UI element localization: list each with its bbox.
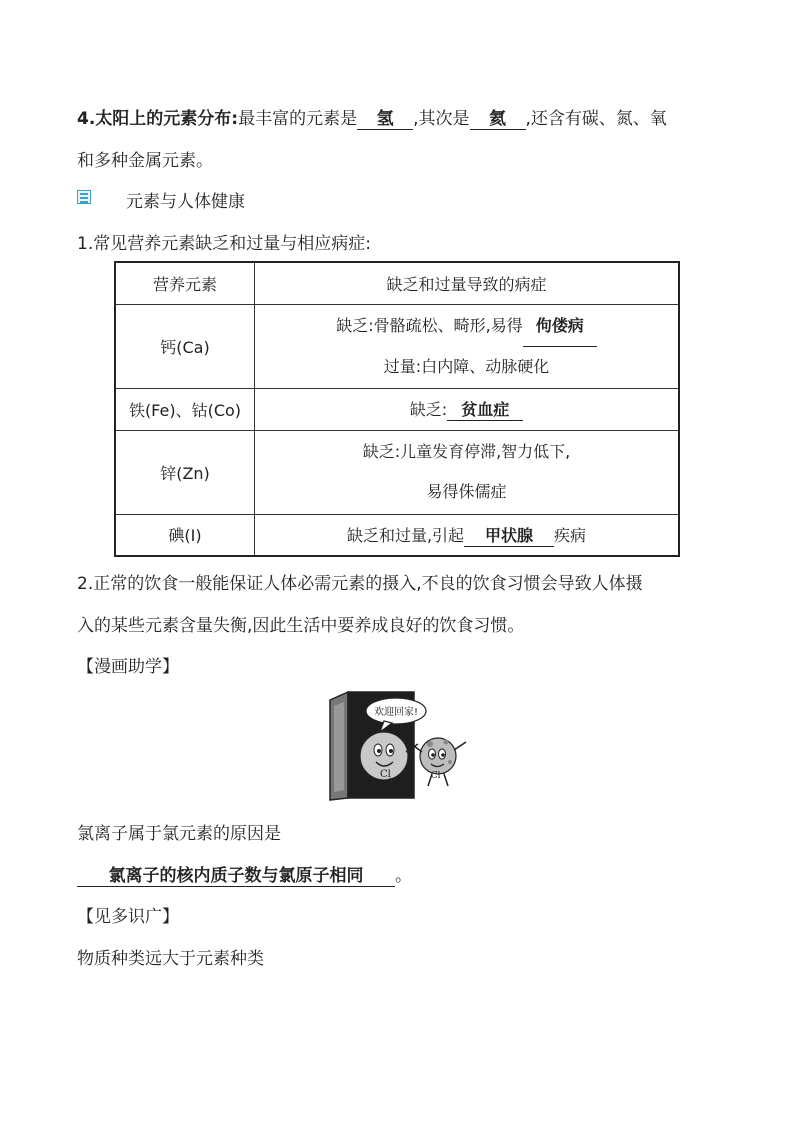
cell-fe-co: 铁(Fe)、钴(Co)	[115, 388, 255, 430]
table-row	[115, 304, 679, 388]
answer-anemia: 贫血症	[447, 397, 523, 421]
question-answer-line: 氯离子的核内质子数与氯原子相同 。	[77, 861, 412, 887]
item2-line1: 2.正常的饮食一般能保证人体必需元素的摄入,不良的饮食习惯会导致人体摄	[77, 574, 643, 594]
answer-rickets: 佝偻病	[523, 306, 597, 347]
speech-bubble: 欢迎回家!	[373, 707, 419, 718]
item4-lead: 4.太阳上的元素分布:	[77, 109, 239, 129]
cell-ca: 钙(Ca)	[115, 304, 255, 388]
list-icon	[77, 190, 91, 204]
comic-illustration	[326, 690, 472, 802]
item2-line2: 入的某些元素含量失衡,因此生活中要养成良好的饮食习惯。	[77, 616, 525, 636]
ion-label: Cl⁻	[430, 771, 446, 781]
cell-zn: 锌(Zn)	[115, 430, 255, 514]
nutrient-table	[114, 261, 680, 557]
atom-label: Cl	[380, 769, 391, 780]
table-row	[115, 514, 679, 556]
section-title: 元素与人体健康	[126, 192, 245, 212]
answer-chloride-reason: 氯离子的核内质子数与氯原子相同	[77, 861, 395, 887]
cell-iodine: 碘(I)	[115, 514, 255, 556]
header-disease: 缺乏和过量导致的病症	[255, 262, 680, 304]
comic-heading: 【漫画助学】	[77, 657, 179, 677]
cell-fe-disease: 缺乏: 贫血症	[255, 388, 680, 430]
answer-thyroid: 甲状腺	[464, 523, 554, 547]
item4-text2: ,其次是	[413, 109, 470, 129]
item4-text1: 最丰富的元素是	[238, 109, 358, 129]
table-row	[115, 430, 679, 514]
question-text: 氯离子属于氯元素的原因是	[77, 824, 281, 844]
item4-text3: ,还含有碳、氮、氧	[525, 109, 667, 129]
item1-text: 1.常见营养元素缺乏和过量与相应病症:	[77, 234, 371, 254]
cell-iodine-disease: 缺乏和过量,引起 甲状腺 疾病	[255, 514, 680, 556]
cell-ca-disease: 缺乏:骨骼疏松、畸形,易得 佝偻病 过量:白内障、动脉硬化	[255, 304, 680, 388]
item4-line2: 和多种金属元素。	[77, 151, 213, 171]
table-row	[115, 388, 679, 430]
header-element: 营养元素	[115, 262, 255, 304]
more-text: 物质种类远大于元素种类	[77, 949, 264, 969]
item4-line1	[77, 104, 667, 130]
more-heading: 【见多识广】	[77, 907, 179, 927]
answer-helium: 氦	[470, 104, 526, 130]
answer-hydrogen: 氢	[357, 104, 413, 130]
cell-zn-disease: 缺乏:儿童发育停滞,智力低下, 易得侏儒症	[255, 430, 680, 514]
table-header-row	[115, 262, 679, 304]
